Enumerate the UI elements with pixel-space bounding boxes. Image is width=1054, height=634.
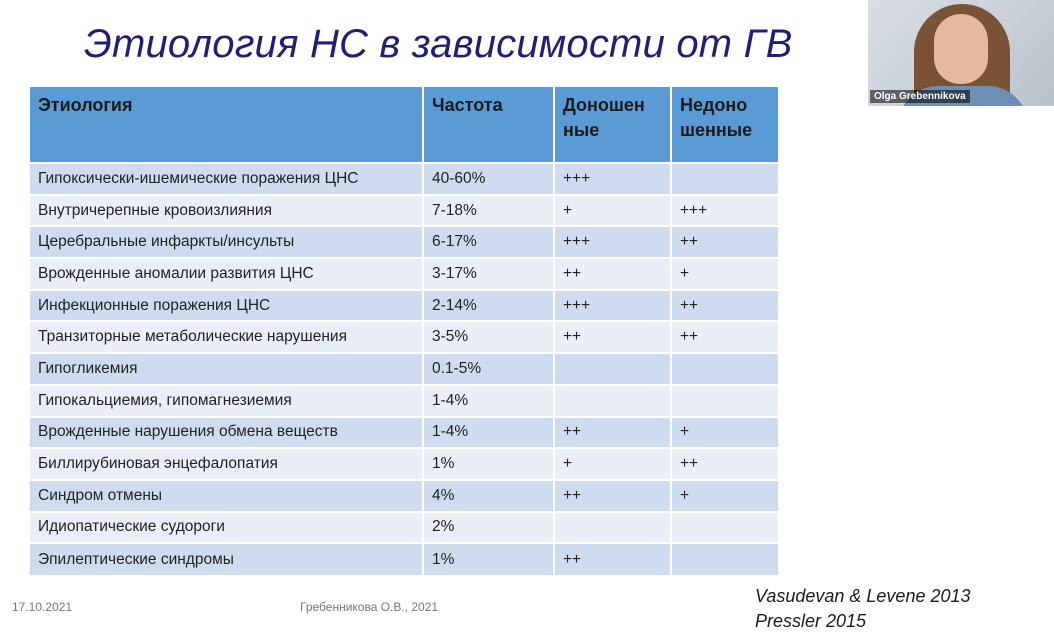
cell-preterm: ++ <box>671 290 778 322</box>
cell-etiology: Инфекционные поражения ЦНС <box>30 290 423 322</box>
cell-term: ++ <box>554 480 671 512</box>
cell-term <box>554 385 671 417</box>
table-row <box>30 321 778 353</box>
table-row <box>30 512 778 544</box>
cell-preterm: + <box>671 417 778 449</box>
citation <box>755 584 971 634</box>
table-row <box>30 480 778 512</box>
cell-frequency: 1-4% <box>423 417 554 449</box>
citation-line-1: Vasudevan & Levene 2013 <box>755 586 971 606</box>
cell-preterm: + <box>671 258 778 290</box>
table-row <box>30 258 778 290</box>
cell-frequency: 0.1-5% <box>423 353 554 385</box>
table-row <box>30 385 778 417</box>
cell-etiology: Транзиторные метаболические нарушения <box>30 321 423 353</box>
table-row <box>30 290 778 322</box>
cell-term: +++ <box>554 290 671 322</box>
footer-author: Гребенникова О.В., 2021 <box>300 600 439 614</box>
cell-term: ++ <box>554 543 671 575</box>
table-row <box>30 226 778 258</box>
webcam-thumbnail <box>868 0 1054 106</box>
cell-term: + <box>554 448 671 480</box>
cell-preterm <box>671 353 778 385</box>
cell-frequency: 2% <box>423 512 554 544</box>
cell-frequency: 3-5% <box>423 321 554 353</box>
cell-frequency: 6-17% <box>423 226 554 258</box>
webcam-person-face <box>934 14 988 84</box>
cell-preterm <box>671 543 778 575</box>
cell-frequency: 2-14% <box>423 290 554 322</box>
slide-title: Этиология НС в зависимости от ГВ <box>84 22 793 66</box>
cell-preterm <box>671 385 778 417</box>
table-row <box>30 448 778 480</box>
cell-frequency: 3-17% <box>423 258 554 290</box>
cell-frequency: 4% <box>423 480 554 512</box>
cell-etiology: Гипокальциемия, гипомагнезиемия <box>30 385 423 417</box>
citation-line-2: Pressler 2015 <box>755 611 867 631</box>
table-row <box>30 195 778 227</box>
cell-term: +++ <box>554 163 671 195</box>
cell-preterm: ++ <box>671 321 778 353</box>
cell-preterm: ++ <box>671 448 778 480</box>
table-row <box>30 353 778 385</box>
cell-term: +++ <box>554 226 671 258</box>
etiology-table <box>30 87 778 575</box>
cell-etiology: Врожденные нарушения обмена веществ <box>30 417 423 449</box>
cell-etiology: Церебральные инфаркты/инсульты <box>30 226 423 258</box>
cell-preterm: ++ <box>671 226 778 258</box>
cell-term <box>554 353 671 385</box>
cell-preterm: + <box>671 480 778 512</box>
cell-frequency: 1-4% <box>423 385 554 417</box>
header-term: Доношен ные <box>554 87 671 163</box>
cell-frequency: 1% <box>423 448 554 480</box>
cell-preterm: +++ <box>671 195 778 227</box>
cell-preterm <box>671 163 778 195</box>
header-frequency: Частота <box>423 87 554 163</box>
cell-etiology: Гипоксически-ишемические поражения ЦНС <box>30 163 423 195</box>
webcam-name-label: Olga Grebennikova <box>870 90 970 103</box>
cell-term: ++ <box>554 258 671 290</box>
cell-etiology: Врожденные аномалии развития ЦНС <box>30 258 423 290</box>
cell-frequency: 1% <box>423 543 554 575</box>
cell-frequency: 40-60% <box>423 163 554 195</box>
footer-date: 17.10.2021 <box>12 600 73 614</box>
table-row <box>30 417 778 449</box>
table-header-row <box>30 87 778 163</box>
cell-etiology: Синдром отмены <box>30 480 423 512</box>
header-etiology: Этиология <box>30 87 423 163</box>
cell-preterm <box>671 512 778 544</box>
header-preterm: Недоно шенные <box>671 87 778 163</box>
cell-etiology: Эпилептические синдромы <box>30 543 423 575</box>
cell-term: + <box>554 195 671 227</box>
cell-term <box>554 512 671 544</box>
cell-etiology: Гипогликемия <box>30 353 423 385</box>
table-row <box>30 163 778 195</box>
cell-term: ++ <box>554 417 671 449</box>
cell-term: ++ <box>554 321 671 353</box>
table-row <box>30 543 778 575</box>
table-body <box>30 163 778 575</box>
cell-frequency: 7-18% <box>423 195 554 227</box>
cell-etiology: Биллирубиновая энцефалопатия <box>30 448 423 480</box>
cell-etiology: Внутричерепные кровоизлияния <box>30 195 423 227</box>
cell-etiology: Идиопатические судороги <box>30 512 423 544</box>
